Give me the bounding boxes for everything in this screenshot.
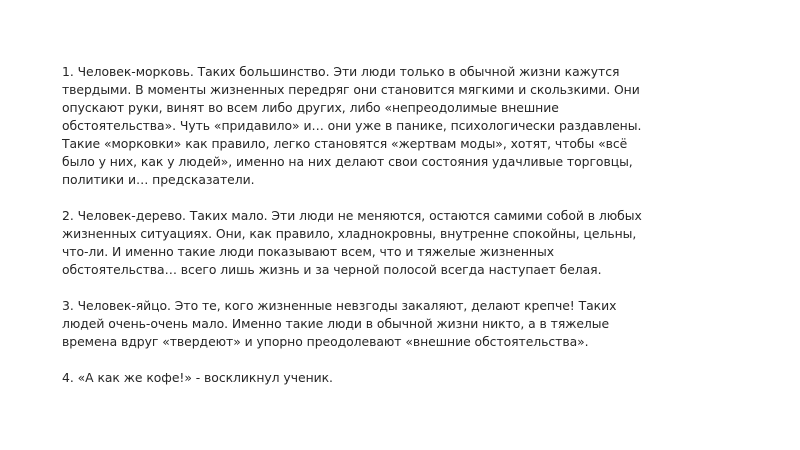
text-line: жизненных ситуациях. Они, как правило, хладнокровны, внутренне спокойны, цельны, [62, 226, 637, 241]
paragraph-coffee [62, 369, 752, 387]
text-line: времена вдруг «твердеют» и упорно преодолевают «внешние обстоятельства». [62, 334, 589, 349]
text-line: обстоятельства». Чуть «придавило» и… они уже в панике, психологически раздавлены. [62, 118, 642, 133]
text-line: 3. Человек-яйцо. Это те, кого жизненные невзгоды закаляют, делают крепче! Таких [62, 298, 617, 313]
text-line: 2. Человек-дерево. Таких мало. Эти люди не меняются, остаются самими собой в любых [62, 208, 642, 223]
text-line: твердыми. В моменты жизненных передряг они становится мягкими и скользкими. Они [62, 82, 640, 97]
text-line: что-ли. И именно такие люди показывают всем, что и тяжелые жизненных [62, 244, 555, 259]
text-line: обстоятельства… всего лишь жизнь и за черной полосой всегда наступает белая. [62, 262, 602, 277]
text-line: 4. «А как же кофе!» - воскликнул ученик. [62, 370, 333, 385]
text-line: опускают руки, винят во всем либо других, либо «непреодолимые внешние [62, 100, 559, 115]
text-block [62, 63, 752, 405]
text-line: было у них, как у людей», именно на них делают свои состояния удачливые торговцы, [62, 154, 633, 169]
text-line: людей очень-очень мало. Именно такие люди в обычной жизни никто, а в тяжелые [62, 316, 610, 331]
text-line: 1. Человек-морковь. Таких большинство. Эти люди только в обычной жизни кажутся [62, 64, 620, 79]
paragraph-carrot [62, 63, 752, 189]
text-line: политики и… предсказатели. [62, 172, 255, 187]
paragraph-tree [62, 207, 752, 279]
text-line: Такие «морковки» как правило, легко становятся «жертвам моды», хотят, чтобы «всё [62, 136, 628, 151]
paragraph-egg [62, 297, 752, 351]
